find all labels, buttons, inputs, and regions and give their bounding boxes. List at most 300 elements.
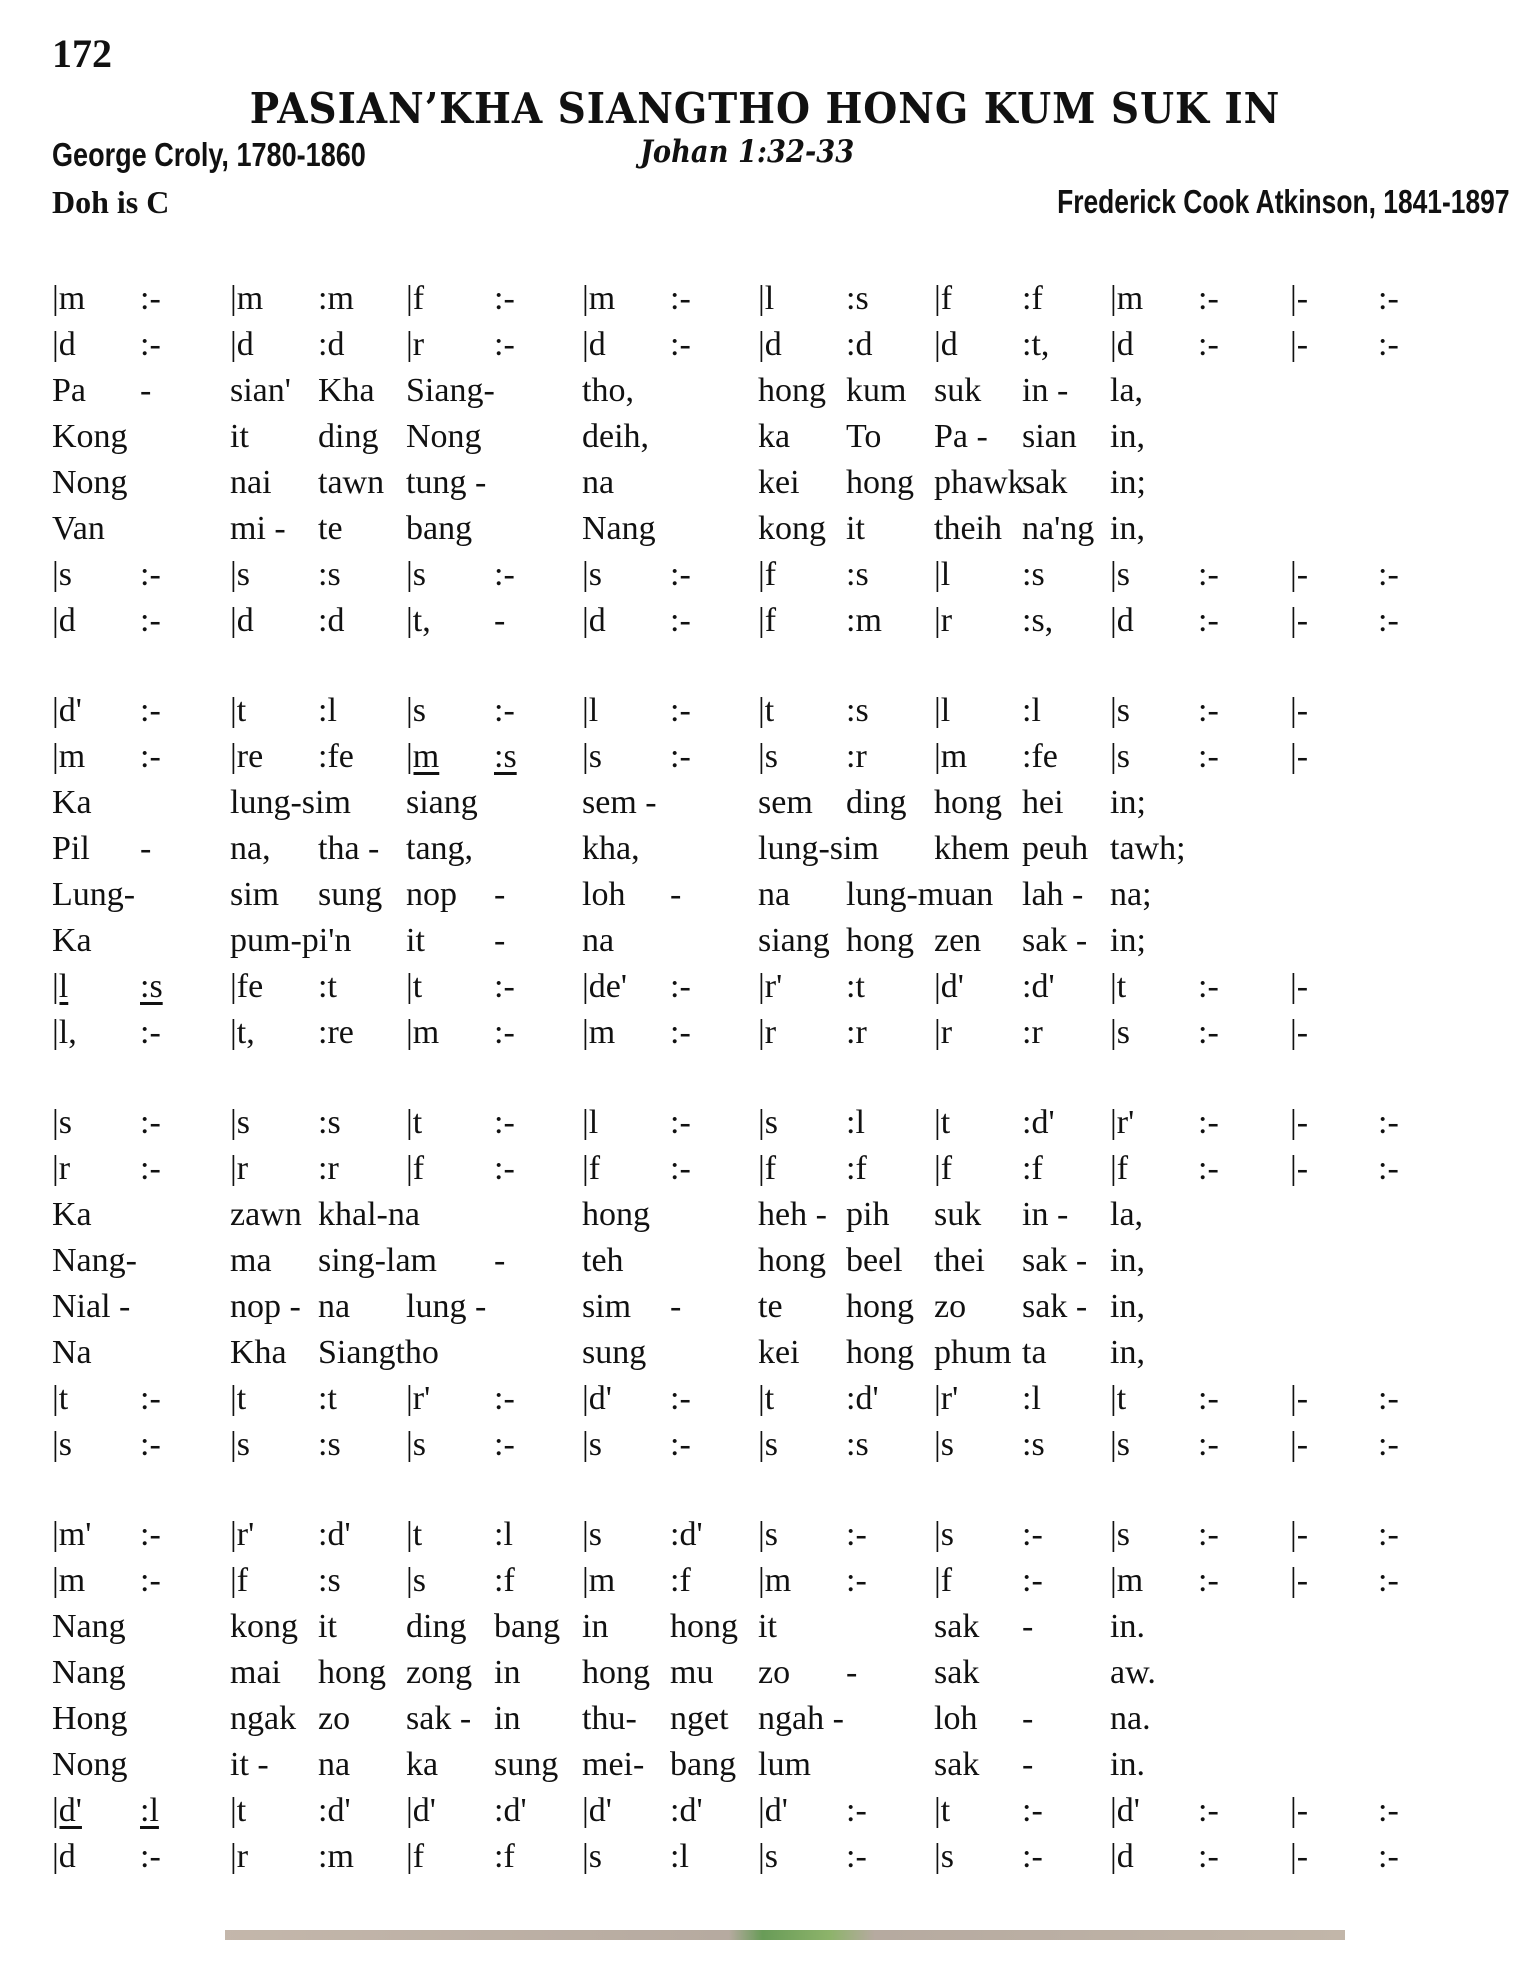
lyric-syllable: -: [140, 830, 152, 867]
lyric-syllable: -: [846, 1654, 858, 1691]
lyric-syllable: nop: [406, 876, 457, 913]
solfa-note: :-: [494, 692, 515, 729]
solfa-note: :-: [1198, 1426, 1219, 1463]
lyric-syllable: beel: [846, 1242, 903, 1279]
solfa-note: |m: [582, 1562, 616, 1599]
solfa-note: :-: [1378, 1516, 1399, 1553]
solfa-note: |d: [52, 1838, 76, 1875]
lyric-syllable: hong: [934, 784, 1002, 821]
lyric-syllable: Pa -: [934, 418, 988, 455]
lyric-syllable: Kong: [52, 418, 128, 455]
lyric-syllable: Kha: [318, 372, 375, 409]
solfa-note: |d': [52, 692, 82, 729]
lyric-syllable: lah -: [1022, 876, 1084, 913]
system-3-verse-2-row: [0, 1238, 1530, 1284]
system-3-verse-1-row: [0, 1192, 1530, 1238]
system-3-verse-3-row: [0, 1284, 1530, 1330]
lyric-syllable: nop -: [230, 1288, 301, 1325]
solfa-note: |s: [934, 1516, 955, 1553]
hymn-title: PASIAN’KHA SIANGTHO HONG KUM SUK IN: [249, 84, 1281, 133]
solfa-note: :l: [140, 1792, 159, 1829]
lyric-syllable: nget: [670, 1700, 729, 1737]
solfa-note: :s: [846, 280, 869, 317]
lyric-syllable: deih,: [582, 418, 650, 455]
solfa-note: |s: [582, 556, 603, 593]
solfa-note: :-: [670, 326, 691, 363]
lyric-syllable: Ka: [52, 922, 92, 959]
lyric-syllable: Nong: [406, 418, 482, 455]
solfa-note: :-: [140, 556, 161, 593]
lyric-syllable: hong: [670, 1608, 738, 1645]
system-2-bass-row: [0, 1010, 1530, 1056]
lyric-syllable: ding: [318, 418, 379, 455]
solfa-note: |r: [52, 1150, 71, 1187]
solfa-note: |l: [582, 1104, 599, 1141]
solfa-note: :f: [494, 1562, 515, 1599]
solfa-note: :l: [494, 1516, 513, 1553]
lyric-syllable: na: [318, 1746, 351, 1783]
solfa-note: |l: [582, 692, 599, 729]
solfa-note: |s: [406, 692, 427, 729]
solfa-note: |t: [758, 1380, 775, 1417]
lyric-syllable: pum-pi'n: [230, 922, 352, 959]
system-4-verse-4-row: [0, 1742, 1530, 1788]
lyric-syllable: kei: [758, 1334, 800, 1371]
lyric-syllable: Na: [52, 1334, 92, 1371]
lyric-syllable: tawn: [318, 464, 385, 501]
solfa-note: :-: [1378, 1104, 1399, 1141]
lyric-syllable: bang: [670, 1746, 737, 1783]
lyric-syllable: mei-: [582, 1746, 645, 1783]
lyric-syllable: na;: [1110, 876, 1152, 913]
solfa-note: |-: [1290, 1516, 1309, 1553]
system-4-verse-3-row: [0, 1696, 1530, 1742]
solfa-note: :-: [1378, 1792, 1399, 1829]
solfa-note: |-: [1290, 1014, 1309, 1051]
solfa-note: :-: [1198, 1838, 1219, 1875]
solfa-note: :-: [846, 1838, 867, 1875]
solfa-note: |t: [52, 1380, 69, 1417]
lyric-syllable: na: [318, 1288, 351, 1325]
lyric-syllable: sak -: [1022, 922, 1088, 959]
system-3-alto-row: [0, 1146, 1530, 1192]
solfa-note: :s: [318, 556, 341, 593]
solfa-note: :-: [1198, 326, 1219, 363]
solfa-note: :d': [1022, 968, 1055, 1005]
solfa-note: |s: [52, 1426, 73, 1463]
solfa-note: |d: [1110, 1838, 1134, 1875]
lyric-syllable: loh: [582, 876, 626, 913]
solfa-note: :-: [1022, 1516, 1043, 1553]
lyric-syllable: theih: [934, 510, 1002, 547]
solfa-note: :l: [1022, 692, 1041, 729]
lyric-syllable: peuh: [1022, 830, 1089, 867]
lyric-syllable: zo: [318, 1700, 351, 1737]
solfa-note: :-: [670, 556, 691, 593]
lyric-syllable: it: [406, 922, 425, 959]
solfa-note: :-: [1198, 1150, 1219, 1187]
solfa-note: :-: [1378, 1562, 1399, 1599]
lyric-syllable: it: [846, 510, 865, 547]
lyric-syllable: sem -: [582, 784, 657, 821]
solfa-note: :-: [670, 1426, 691, 1463]
system-4-alto-row: [0, 1558, 1530, 1604]
lyric-syllable: hong: [846, 922, 914, 959]
solfa-note: |s: [52, 1104, 73, 1141]
solfa-note: :d': [1022, 1104, 1055, 1141]
lyric-syllable: in,: [1110, 1334, 1145, 1371]
solfa-note: :-: [1378, 326, 1399, 363]
solfa-note: |r: [230, 1150, 249, 1187]
solfa-note: |f: [230, 1562, 249, 1599]
solfa-note: :d': [846, 1380, 879, 1417]
solfa-note: |m: [758, 1562, 792, 1599]
solfa-note: |l: [934, 692, 951, 729]
solfa-note: :-: [494, 1380, 515, 1417]
solfa-note: :r: [846, 1014, 867, 1051]
solfa-note: :-: [1022, 1562, 1043, 1599]
solfa-note: :-: [494, 1150, 515, 1187]
solfa-note: :-: [1378, 1426, 1399, 1463]
lyric-syllable: sian': [230, 372, 291, 409]
lyric-syllable: heh -: [758, 1196, 827, 1233]
solfa-note: :t: [318, 1380, 337, 1417]
lyric-syllable: ding: [846, 784, 907, 821]
solfa-note: |t,: [230, 1014, 255, 1051]
solfa-note: :-: [846, 1562, 867, 1599]
lyric-syllable: hong: [846, 1334, 914, 1371]
solfa-note: :d: [318, 602, 345, 639]
lyric-syllable: kha,: [582, 830, 640, 867]
solfa-note: |d': [582, 1380, 612, 1417]
lyric-syllable: it: [230, 418, 249, 455]
system-1-verse-3-row: [0, 460, 1530, 506]
solfa-note: |m: [1110, 280, 1144, 317]
solfa-note: :-: [670, 968, 691, 1005]
solfa-note: |t: [406, 1516, 423, 1553]
solfa-note: |r': [758, 968, 783, 1005]
solfa-note: |-: [1290, 280, 1309, 317]
lyric-syllable: phum: [934, 1334, 1012, 1371]
solfa-note: |s: [52, 556, 73, 593]
solfa-note: |m: [1110, 1562, 1144, 1599]
solfa-note: |de': [582, 968, 628, 1005]
solfa-note: :-: [140, 1838, 161, 1875]
lyric-syllable: -: [140, 372, 152, 409]
lyric-syllable: Nong: [52, 1746, 128, 1783]
solfa-note: :-: [1198, 968, 1219, 1005]
solfa-note: :f: [1022, 280, 1043, 317]
solfa-note: |r: [934, 1014, 953, 1051]
lyric-syllable: suk: [934, 372, 982, 409]
lyric-syllable: sak -: [406, 1700, 472, 1737]
lyric-syllable: la,: [1110, 1196, 1144, 1233]
solfa-note: :-: [1198, 1014, 1219, 1051]
system-1-bass-row: [0, 598, 1530, 644]
lyric-syllable: la,: [1110, 372, 1144, 409]
solfa-note: |d: [934, 326, 958, 363]
system-3-bass-row: [0, 1422, 1530, 1468]
lyric-syllable: in.: [1110, 1746, 1145, 1783]
solfa-note: |s: [230, 1104, 251, 1141]
lyric-syllable: Pa: [52, 372, 86, 409]
lyric-syllable: -: [494, 1242, 506, 1279]
solfa-note: :-: [140, 602, 161, 639]
lyric-syllable: Nang-: [52, 1242, 137, 1279]
solfa-note: |s: [406, 1562, 427, 1599]
solfa-note: :r: [1022, 1014, 1043, 1051]
lyric-syllable: zong: [406, 1654, 473, 1691]
solfa-note: |re: [230, 738, 264, 775]
solfa-note: :-: [670, 1104, 691, 1141]
solfa-note: :-: [1198, 1104, 1219, 1141]
lyric-syllable: zo: [934, 1288, 967, 1325]
solfa-note: :fe: [1022, 738, 1058, 775]
lyric-syllable: -: [1022, 1746, 1034, 1783]
lyric-syllable: Hong: [52, 1700, 128, 1737]
lyric-syllable: zo: [758, 1654, 791, 1691]
solfa-note: :-: [1378, 1838, 1399, 1875]
system-1-verse-2-row: [0, 414, 1530, 460]
solfa-note: |m: [934, 738, 968, 775]
solfa-note: |t: [406, 1104, 423, 1141]
lyric-syllable: Siangtho: [318, 1334, 439, 1371]
solfa-note: :-: [140, 326, 161, 363]
solfa-note: |m: [406, 738, 440, 775]
solfa-note: :f: [846, 1150, 867, 1187]
solfa-note: |s: [758, 738, 779, 775]
lyric-syllable: sak: [934, 1608, 980, 1645]
solfa-note: :-: [1198, 692, 1219, 729]
solfa-note: |d: [230, 602, 254, 639]
lyric-syllable: na: [582, 464, 615, 501]
solfa-note: :-: [140, 1516, 161, 1553]
solfa-note: |fe: [230, 968, 264, 1005]
solfa-note: :-: [670, 738, 691, 775]
solfa-note: |s: [582, 738, 603, 775]
solfa-note: |l,: [52, 1014, 77, 1051]
lyric-syllable: Nang: [52, 1654, 126, 1691]
solfa-note: :s: [140, 968, 163, 1005]
solfa-note: |-: [1290, 1380, 1309, 1417]
lyric-syllable: thu-: [582, 1700, 637, 1737]
solfa-note: |s: [582, 1838, 603, 1875]
lyric-syllable: Nang: [582, 510, 656, 547]
lyric-syllable: it -: [230, 1746, 269, 1783]
solfa-note: |s: [230, 556, 251, 593]
lyric-syllable: hong: [758, 1242, 826, 1279]
solfa-note: :-: [670, 602, 691, 639]
lyric-syllable: lung-sim: [230, 784, 351, 821]
lyric-syllable: na: [582, 922, 615, 959]
solfa-note: :-: [1198, 280, 1219, 317]
solfa-note: :d': [670, 1516, 703, 1553]
lyric-syllable: Ka: [52, 784, 92, 821]
lyric-syllable: ding: [406, 1608, 467, 1645]
lyric-syllable: bang: [494, 1608, 561, 1645]
solfa-note: |m: [52, 738, 86, 775]
lyric-syllable: sing-lam: [318, 1242, 437, 1279]
lyric-syllable: hong: [582, 1654, 650, 1691]
lyric-syllable: kong: [758, 510, 826, 547]
lyric-syllable: -: [670, 876, 682, 913]
solfa-note: |d: [758, 326, 782, 363]
lyric-syllable: Nang: [52, 1608, 126, 1645]
solfa-note: |d': [934, 968, 964, 1005]
solfa-note: :-: [140, 1014, 161, 1051]
lyric-syllable: in -: [1022, 1196, 1069, 1233]
solfa-note: :-: [846, 1792, 867, 1829]
solfa-note: :s: [318, 1426, 341, 1463]
solfa-note: :-: [670, 280, 691, 317]
lyric-syllable: thei: [934, 1242, 985, 1279]
system-4-verse-2-row: [0, 1650, 1530, 1696]
solfa-note: |r: [230, 1838, 249, 1875]
solfa-note: -: [494, 602, 506, 639]
solfa-note: |s: [1110, 1014, 1131, 1051]
lyric-syllable: sak: [934, 1654, 980, 1691]
solfa-note: |s: [758, 1426, 779, 1463]
solfa-note: |t,: [406, 602, 431, 639]
solfa-note: |f: [758, 602, 777, 639]
solfa-note: :s: [494, 738, 517, 775]
lyricist-credit: George Croly, 1780-1860: [52, 136, 366, 173]
solfa-note: :m: [318, 1838, 354, 1875]
solfa-note: |s: [1110, 738, 1131, 775]
solfa-note: :s: [1022, 1426, 1045, 1463]
solfa-note: :-: [1378, 1150, 1399, 1187]
solfa-note: |-: [1290, 556, 1309, 593]
lyric-syllable: in,: [1110, 1242, 1145, 1279]
solfa-note: |-: [1290, 968, 1309, 1005]
system-2-alto-row: [0, 734, 1530, 780]
lyric-syllable: -: [494, 876, 506, 913]
lyric-syllable: -: [670, 1288, 682, 1325]
lyric-syllable: sem: [758, 784, 813, 821]
lyric-syllable: hong: [582, 1196, 650, 1233]
composer-credit: Frederick Cook Atkinson, 1841-1897: [1057, 183, 1510, 220]
solfa-note: |s: [230, 1426, 251, 1463]
lyric-syllable: sim: [582, 1288, 632, 1325]
lyric-syllable: siang: [406, 784, 478, 821]
solfa-note: :-: [1198, 1562, 1219, 1599]
solfa-note: :s: [318, 1104, 341, 1141]
lyric-syllable: in,: [1110, 1288, 1145, 1325]
solfa-note: :-: [670, 1014, 691, 1051]
lyric-syllable: lung -: [406, 1288, 487, 1325]
lyric-syllable: Van: [52, 510, 105, 547]
solfa-note: |t: [230, 692, 247, 729]
solfa-note: |s: [406, 1426, 427, 1463]
lyric-syllable: teh: [582, 1242, 624, 1279]
solfa-note: |f: [406, 280, 425, 317]
solfa-note: :-: [1022, 1792, 1043, 1829]
solfa-note: :-: [140, 280, 161, 317]
lyric-syllable: sung: [318, 876, 383, 913]
lyric-syllable: suk: [934, 1196, 982, 1233]
solfa-note: :d': [494, 1792, 527, 1829]
solfa-note: |f: [934, 280, 953, 317]
solfa-note: :m: [846, 602, 882, 639]
solfa-note: |d: [582, 602, 606, 639]
solfa-note: |s: [1110, 556, 1131, 593]
solfa-note: :-: [1198, 602, 1219, 639]
solfa-note: |d: [1110, 602, 1134, 639]
solfa-note: :-: [1378, 1380, 1399, 1417]
solfa-note: |f: [758, 1150, 777, 1187]
lyric-syllable: Siang-: [406, 372, 495, 409]
solfa-note: |f: [1110, 1150, 1129, 1187]
solfa-note: :f: [670, 1562, 691, 1599]
lyric-syllable: ngak: [230, 1700, 297, 1737]
solfa-note: |m: [582, 1014, 616, 1051]
lyric-syllable: ka: [758, 418, 791, 455]
lyric-syllable: Lung-: [52, 876, 136, 913]
solfa-note: :t: [846, 968, 865, 1005]
lyric-syllable: mai: [230, 1654, 281, 1691]
solfa-note: |t: [230, 1380, 247, 1417]
solfa-note: |s: [582, 1426, 603, 1463]
solfa-note: :s: [846, 556, 869, 593]
lyric-syllable: nai: [230, 464, 272, 501]
solfa-note: :-: [670, 1380, 691, 1417]
lyric-syllable: sung: [494, 1746, 559, 1783]
solfa-note: |r: [758, 1014, 777, 1051]
solfa-note: :-: [140, 1562, 161, 1599]
system-4-tenor-row: [0, 1788, 1530, 1834]
lyric-syllable: Pil: [52, 830, 90, 867]
solfa-note: |s: [758, 1838, 779, 1875]
lyric-syllable: lung-muan: [846, 876, 994, 913]
solfa-note: |d: [582, 326, 606, 363]
lyric-syllable: Nong: [52, 464, 128, 501]
solfa-note: :d: [318, 326, 345, 363]
solfa-note: :-: [670, 1150, 691, 1187]
lyric-syllable: zen: [934, 922, 982, 959]
solfa-note: |-: [1290, 1150, 1309, 1187]
lyric-syllable: kong: [230, 1608, 298, 1645]
solfa-note: |s: [582, 1516, 603, 1553]
solfa-note: :-: [1198, 1792, 1219, 1829]
lyric-syllable: sian: [1022, 418, 1077, 455]
system-2-verse-2-row: [0, 826, 1530, 872]
lyric-syllable: in;: [1110, 464, 1146, 501]
solfa-note: |d: [52, 326, 76, 363]
lyric-syllable: sak: [934, 1746, 980, 1783]
solfa-note: |m: [230, 280, 264, 317]
lyric-syllable: te: [758, 1288, 783, 1325]
lyric-syllable: in -: [1022, 372, 1069, 409]
system-4-verse-1-row: [0, 1604, 1530, 1650]
lyric-syllable: khal-na: [318, 1196, 420, 1233]
system-2-verse-3-row: [0, 872, 1530, 918]
solfa-note: :-: [1198, 1516, 1219, 1553]
solfa-note: :-: [140, 1150, 161, 1187]
solfa-note: :l: [1022, 1380, 1041, 1417]
solfa-note: :-: [494, 1014, 515, 1051]
lyric-syllable: kei: [758, 464, 800, 501]
hymn-number: 172: [52, 31, 112, 76]
solfa-note: |t: [230, 1792, 247, 1829]
lyric-syllable: in,: [1110, 418, 1145, 455]
lyric-syllable: -: [1022, 1608, 1034, 1645]
solfa-note: :-: [494, 326, 515, 363]
lyric-syllable: lung-sim: [758, 830, 879, 867]
solfa-note: :-: [140, 692, 161, 729]
solfa-note: |t: [1110, 1380, 1127, 1417]
solfa-note: :-: [494, 1104, 515, 1141]
solfa-note: |f: [406, 1838, 425, 1875]
